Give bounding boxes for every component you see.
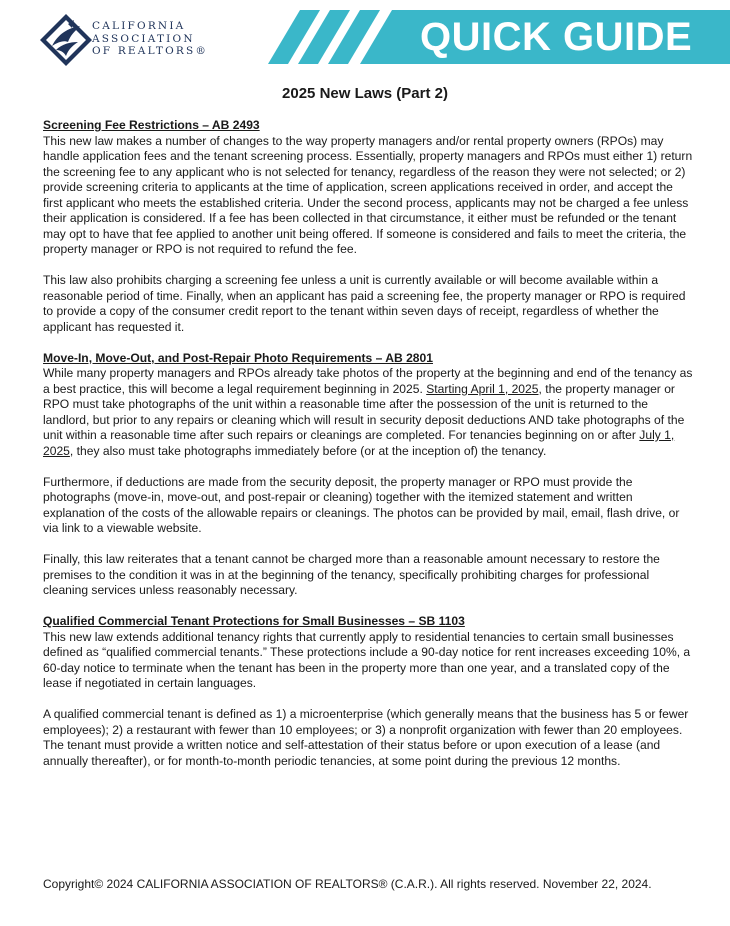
section-heading-photo-requirements: Move-In, Move-Out, and Post-Repair Photo Requirements – AB 2801 <box>43 350 433 365</box>
org-name-line2: ASSOCIATION <box>92 32 195 45</box>
org-name-line3: OF REALTORS® <box>92 45 209 57</box>
quick-guide-title: QUICK GUIDE <box>420 15 693 59</box>
section-heading-screening-fee: Screening Fee Restrictions – AB 2493 <box>43 118 260 132</box>
paragraph: This new law extends additional tenancy rights that currently apply to residential tenancies to certain small businesses defined as “qualified commercial tenants.” These protections include a 90-day notice for rent increases exceeding 10%, a 60-day notice to terminate when the tenant has been in the property more than one year, and a translated copy of the lease if negotiated in certain languages. <box>43 629 691 690</box>
paragraph: A qualified commercial tenant is defined as 1) a microenterprise (which generally means that the business has 5 or fewer employees); 2) a restaurant with fewer than 10 employees; or 3) a nonprofit organization with fewer than 20 employees. The tenant must provide a written notice and self-attestation of their status before or upon execution of a lease (and annually thereafter), or for month-to-month periodic tenancies, at some point during the previous 12 months. <box>43 707 689 768</box>
paragraph: This new law makes a number of changes to the way property managers and/or rental property owners (RPOs) may handle application fees and the tenant screening process. Essentially, property managers and RPOs must either 1) return the screening fee to any applicant who is not selected for tenancy, regardless of the reason they were not selected; or 2) provide screening criteria to applicants at the time of application, screen applications received in order, and accept the first applicant who meets the established criteria. Under the second process, applicants may not be charged a fee unless their application is considered. If a fee has been collected in that circumstance, it either must be refunded or the tenant may opt to have that fee applied to another unit being offered. If someone is considered and fails to meet the criteria, the property manager or RPO is not required to refund the fee. <box>43 133 693 256</box>
paragraph: Furthermore, if deductions are made from the security deposit, the property manager or RPO must provide the photographs (move-in, move-out, and post-repair or cleaning) together with the itemized statement and written explanation of the costs of the allowable repairs or cleanings. The photos can be provided by mail, email, flash drive, or via link to a viewable website. <box>43 474 680 535</box>
copyright-footer: Copyright© 2024 CALIFORNIA ASSOCIATION OF REALTORS® (C.A.R.). All rights reserved. November 22, 2024. <box>43 877 652 891</box>
document-title: 2025 New Laws (Part 2) <box>282 85 448 102</box>
section-heading-commercial-tenant: Qualified Commercial Tenant Protections for Small Businesses – SB 1103 <box>43 614 465 628</box>
date-april-2025: Starting April 1, 2025 <box>426 381 539 396</box>
page-header <box>0 0 730 72</box>
org-name <box>92 20 208 58</box>
org-name-line1: CALIFORNIA <box>92 20 186 32</box>
paragraph: This law also prohibits charging a screening fee unless a unit is currently available or will become available within a reasonable period of time. Finally, when an applicant has paid a screening fee, the property manager or RPO is required to provide a copy of the consumer credit report to the tenant within seven days of receipt, regardless of whether the applicant has requested it. <box>43 273 686 334</box>
date-july-2025: July 1, 2025 <box>43 428 675 458</box>
realtors-logo-icon <box>38 12 94 68</box>
document-body <box>43 118 695 769</box>
paragraph: While many property managers and RPOs already take photos of the property at the beginning and end of the tenancy as a best practice, this will become a legal requirement beginning in 2025. Starting April 1, 2025, the property manager or RPO must take photographs of the unit within a reasonable time after the possession of the unit is returned to the landlord, but prior to any repairs or cleaning which will result in security deposit deductions AND take photographs of the unit within a reasonable time after such repairs or cleanings are completed. For tenancies beginning on or after July 1, 2025, they also must take photographs immediately before (or at the inception of) the tenancy. <box>43 366 693 458</box>
paragraph: Finally, this law reiterates that a tenant cannot be charged more than a reasonable amount necessary to restore the premises to the condition it was in at the beginning of the tenancy, specifically prohibiting charges for professional cleaning services unless reasonably necessary. <box>43 552 660 597</box>
